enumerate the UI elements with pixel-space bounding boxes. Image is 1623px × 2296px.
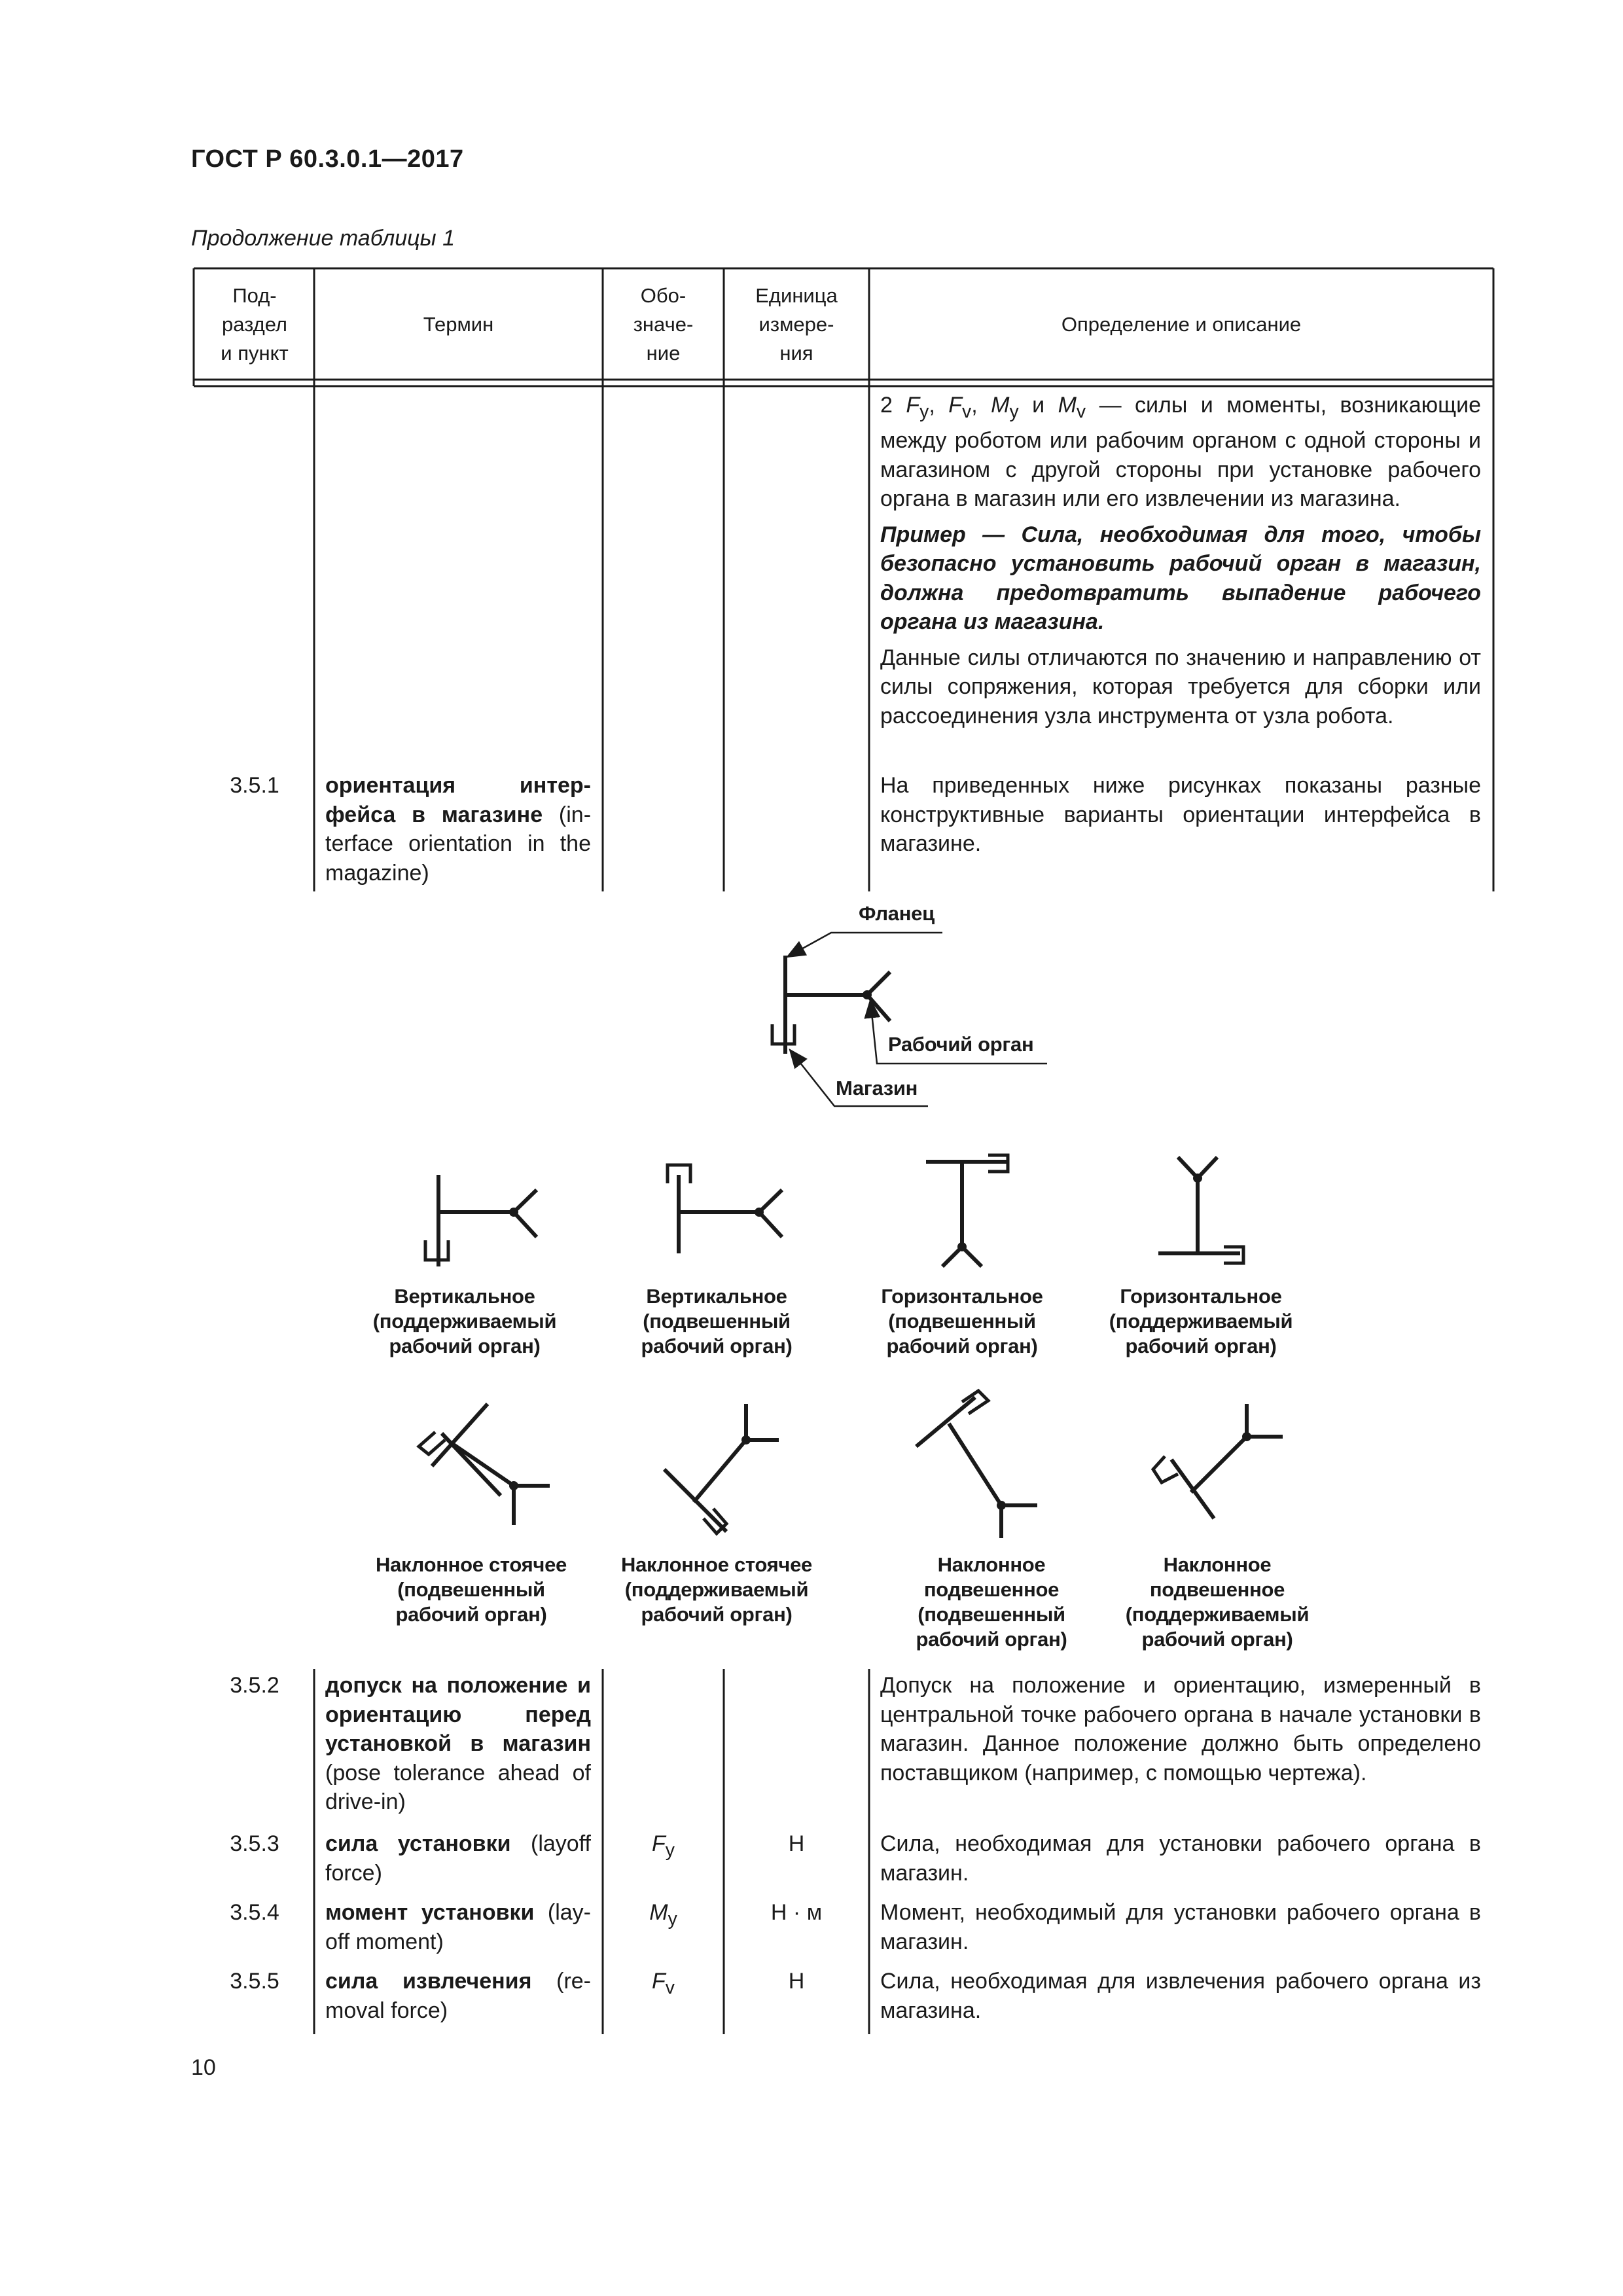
col-header-symbol: Обо- значе- ние bbox=[633, 284, 694, 365]
col-header-definition: Определение и описание bbox=[1061, 313, 1302, 336]
row-3-5-2-definition: Допуск на положение и ориентацию, измеренный в центральной точке рабочего органа в начале установки в магазин. Данное положение должно быть определено поставщиком (например, с помощью чертежа). bbox=[880, 1673, 1481, 1785]
forces-differ-text: Данные силы отличаются по значению и направлению от силы сопряжения, которая требуется для сборки или рассоединения узла инструмента от узла робота. bbox=[880, 645, 1481, 728]
row-3-5-1-definition: На приведенных ниже рисунках показаны разные конструктивные варианты ориентации интерфейса в магазине. bbox=[880, 773, 1481, 856]
row-3-5-5-symbol: $F_v$ bbox=[652, 1969, 675, 1998]
row-3-5-5-unit: Н bbox=[788, 1969, 805, 1994]
fig-horizontal-supported bbox=[1158, 1157, 1243, 1263]
caption-horizontal-suspended: Горизонтальное (подвешенный рабочий орган) bbox=[881, 1285, 1043, 1357]
row-3-5-1-term: ориентация интерфейса в магазине (interface orientation in the magazine) bbox=[325, 773, 592, 886]
document-code: ГОСТ Р 60.3.0.1—2017 bbox=[191, 145, 464, 173]
row-3-5-4-unit: Н · м bbox=[770, 1900, 823, 1925]
row-3-5-3-unit: Н bbox=[788, 1831, 805, 1856]
row-3-5-2-number: 3.5.2 bbox=[230, 1673, 279, 1698]
legend-diagram bbox=[772, 956, 890, 1054]
caption-vertical-supported: Вертикальное (поддерживаемый рабочий орган) bbox=[372, 1285, 557, 1357]
caption-inclined-standing-suspended: Наклонное стоячее (подвешенный рабочий орган) bbox=[376, 1553, 567, 1626]
row-3-5-3-number: 3.5.3 bbox=[230, 1831, 279, 1856]
row-3-5-3-term: сила установки (layoff force) bbox=[325, 1831, 591, 1886]
row-3-5-4-symbol: $M_y$ bbox=[649, 1900, 677, 1929]
row-3-5-4-definition: Момент, необходимый для установки рабочего органа в магазин. bbox=[880, 1900, 1481, 1954]
table-continuation-label: Продолжение таблицы 1 bbox=[191, 226, 455, 251]
row-3-5-5-number: 3.5.5 bbox=[230, 1969, 279, 1994]
fig-inclined-hanging-supported bbox=[1153, 1404, 1283, 1518]
caption-inclined-standing-supported: Наклонное стоячее (поддерживаемый рабочий орган) bbox=[621, 1553, 812, 1626]
caption-inclined-hanging-suspended: Наклонное подвешенное (подвешенный рабочий орган) bbox=[916, 1553, 1067, 1651]
row-3-5-4-number: 3.5.4 bbox=[230, 1900, 279, 1925]
row-3-5-5-definition: Сила, необходимая для извлечения рабочего органа из магазина. bbox=[880, 1969, 1481, 2023]
note-forces-moments: 2 $F_y$, $F_v$, $M_y$ и $M_v$ — силы и моменты, возникающие между роботом или рабочим органом с одной стороны и магазином с другой стороны при установке рабочего органа в магазин или его извлечении из магазина. Пример — Сила, необходимая для того, чтобы безопасно установить рабочий орган в магазин, должна предотвратить выпадение рабочего органа из магазина. Данные силы отличаются по значению и направлению от силы сопряжения, которая требуется для сборки или рассоединения узла инструмента от узла робота. bbox=[880, 391, 1481, 730]
row-3-5-2-term: допуск на положение и ориентацию перед установкой в магазин (pose tolerance ahead of drive-in) bbox=[325, 1673, 591, 1814]
caption-horizontal-supported: Горизонтальное (поддерживаемый рабочий орган) bbox=[1109, 1285, 1293, 1357]
fig-horizontal-suspended bbox=[926, 1155, 1008, 1266]
legend-magazine-label: Магазин bbox=[836, 1077, 918, 1100]
fig-vertical-supported bbox=[425, 1175, 537, 1266]
fig-inclined-standing-suspended bbox=[419, 1404, 550, 1525]
row-3-5-3-symbol: $F_y$ bbox=[652, 1831, 675, 1861]
caption-inclined-hanging-supported: Наклонное подвешенное (поддерживаемый рабочий орган) bbox=[1125, 1553, 1310, 1651]
example-text: Пример — Сила, необходимая для того, чтобы безопасно установить рабочий орган в магазин, должна предотвратить выпадение рабочего органа из магазина. bbox=[880, 522, 1481, 635]
fig-vertical-suspended bbox=[668, 1165, 782, 1253]
legend-flange-label: Фланец bbox=[859, 902, 935, 925]
row-3-5-4-term: момент установки (lay-off moment) bbox=[325, 1900, 591, 1954]
col-header-section: Под- раздел и пункт bbox=[221, 284, 289, 365]
fig-inclined-standing-supported bbox=[664, 1404, 779, 1534]
col-header-term: Термин bbox=[423, 313, 494, 336]
fig-inclined-hanging-suspended bbox=[916, 1391, 1037, 1538]
row-3-5-3-definition: Сила, необходимая для установки рабочего органа в магазин. bbox=[880, 1831, 1481, 1886]
page-number: 10 bbox=[191, 2055, 216, 2080]
legend-tool-label: Рабочий орган bbox=[888, 1033, 1034, 1056]
caption-vertical-suspended: Вертикальное (подвешенный рабочий орган) bbox=[641, 1285, 793, 1357]
row-3-5-1-number: 3.5.1 bbox=[230, 773, 279, 798]
row-3-5-5-term: сила извлечения (removal force) bbox=[325, 1969, 591, 2023]
col-header-unit: Единица измере- ния bbox=[755, 284, 838, 365]
